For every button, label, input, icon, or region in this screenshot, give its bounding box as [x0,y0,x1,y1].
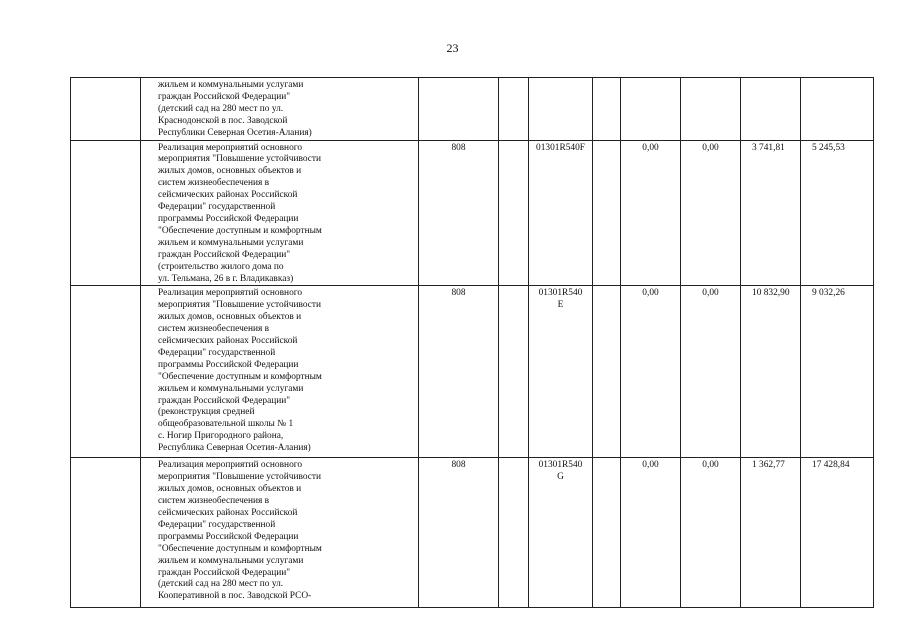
section-cell [499,140,529,286]
description-line: (детский сад на 280 мест по ул. [158,579,284,590]
description-line: Федерации" государственной [158,202,276,213]
target-article-cell: 01301R540F [529,140,593,286]
description-line: жильем и коммунальными услугами [158,555,304,566]
description-line: программы Российской Федерации [158,531,299,542]
description-line: Краснодонской в пос. Заводской [158,115,288,126]
description-cell [141,458,419,608]
budget-table [70,77,874,608]
amount-cell-3: 3 741,81 [741,140,801,286]
description-line: систем жизнеобеспечения в [158,496,270,507]
ministry-code-cell: 808 [419,458,499,608]
amount-cell-4: 5 245,53 [801,140,874,286]
description-line: Федерации" государственной [158,519,276,530]
description-line: мероприятия "Повышение устойчивости [158,300,322,311]
description-line: Республика Северная Осетия-Алания) [158,443,311,454]
description-line: сейсмических районах Российской [158,336,298,347]
description-line: мероприятия "Повышение устойчивости [158,472,322,483]
table-row [71,140,874,286]
section-cell [499,286,529,458]
description-line: граждан Российской Федерации" [158,395,291,406]
amount-cell-3: 10 832,90 [741,286,801,458]
ministry-code-cell [419,78,499,141]
amount-cell-1: 0,00 [621,286,681,458]
section-cell [499,78,529,141]
amount-cell-3 [741,78,801,141]
amount-cell-1: 0,00 [621,458,681,608]
amount-cell-2 [681,78,741,141]
description-line: с. Ногир Пригородного района, [158,431,284,442]
amount-cell-1 [621,78,681,141]
page-number: 23 [446,41,459,55]
expense-type-cell [593,140,621,286]
description-line: Кооперативной в пос. Заводской РСО- [158,591,312,602]
row-number-cell [71,78,141,141]
expense-type-cell [593,78,621,141]
description-cell [141,140,419,286]
description-line: Реализация мероприятий основного [158,142,303,153]
description-cell [141,78,419,141]
amount-cell-1: 0,00 [621,140,681,286]
table-row [71,78,874,141]
target-article-cell [529,78,593,141]
table-row [71,286,874,458]
target-article-cell: 01301R540 G [529,458,593,608]
description-line: жильем и коммунальными услугами [158,80,304,90]
row-number-cell [71,286,141,458]
description-line: (строительство жилого дома по [158,261,284,272]
description-line: общеобразовательной школы № 1 [158,419,294,430]
amount-cell-4: 9 032,26 [801,286,874,458]
amount-cell-4: 17 428,84 [801,458,874,608]
table-body [71,78,874,608]
description-cell [141,286,419,458]
description-line: сейсмических районах Российской [158,190,298,201]
description-line: "Обеспечение доступным и комфортным [158,225,322,236]
description-line: Республики Северная Осетия-Алания) [158,127,312,138]
description-line: Реализация мероприятий основного [158,288,303,299]
expense-type-cell [593,458,621,608]
target-article-cell: 01301R540 E [529,286,593,458]
description-line: систем жизнеобеспечения в [158,324,270,335]
description-line: жильем и коммунальными услугами [158,383,304,394]
section-cell [499,458,529,608]
ministry-code-cell: 808 [419,140,499,286]
description-line: мероприятия "Повышение устойчивости [158,154,322,165]
row-number-cell [71,140,141,286]
description-line: программы Российской Федерации [158,213,299,224]
table-row [71,458,874,608]
expense-type-cell [593,286,621,458]
row-number-cell [71,458,141,608]
description-line: программы Российской Федерации [158,359,299,370]
description-line: жилых домов, основных объектов и [158,166,302,177]
ministry-code-cell: 808 [419,286,499,458]
description-line: граждан Российской Федерации" [158,91,291,102]
description-line: жильем и коммунальными услугами [158,237,304,248]
description-line: Реализация мероприятий основного [158,460,303,471]
description-line: ул. Тельмана, 26 в г. Владикавказ) [158,273,294,284]
amount-cell-4 [801,78,874,141]
description-line: граждан Российской Федерации" [158,567,291,578]
description-line: "Обеспечение доступным и комфортным [158,371,322,382]
description-line: (реконструкция средней [158,407,255,418]
amount-cell-3: 1 362,77 [741,458,801,608]
description-line: Федерации" государственной [158,347,276,358]
description-line: систем жизнеобеспечения в [158,178,270,189]
amount-cell-2: 0,00 [681,140,741,286]
description-line: (детский сад на 280 мест по ул. [158,103,284,114]
amount-cell-2: 0,00 [681,458,741,608]
description-line: граждан Российской Федерации" [158,249,291,260]
amount-cell-2: 0,00 [681,286,741,458]
description-line: жилых домов, основных объектов и [158,484,302,495]
description-line: "Обеспечение доступным и комфортным [158,543,322,554]
description-line: сейсмических районах Российской [158,508,298,519]
description-line: жилых домов, основных объектов и [158,312,302,323]
